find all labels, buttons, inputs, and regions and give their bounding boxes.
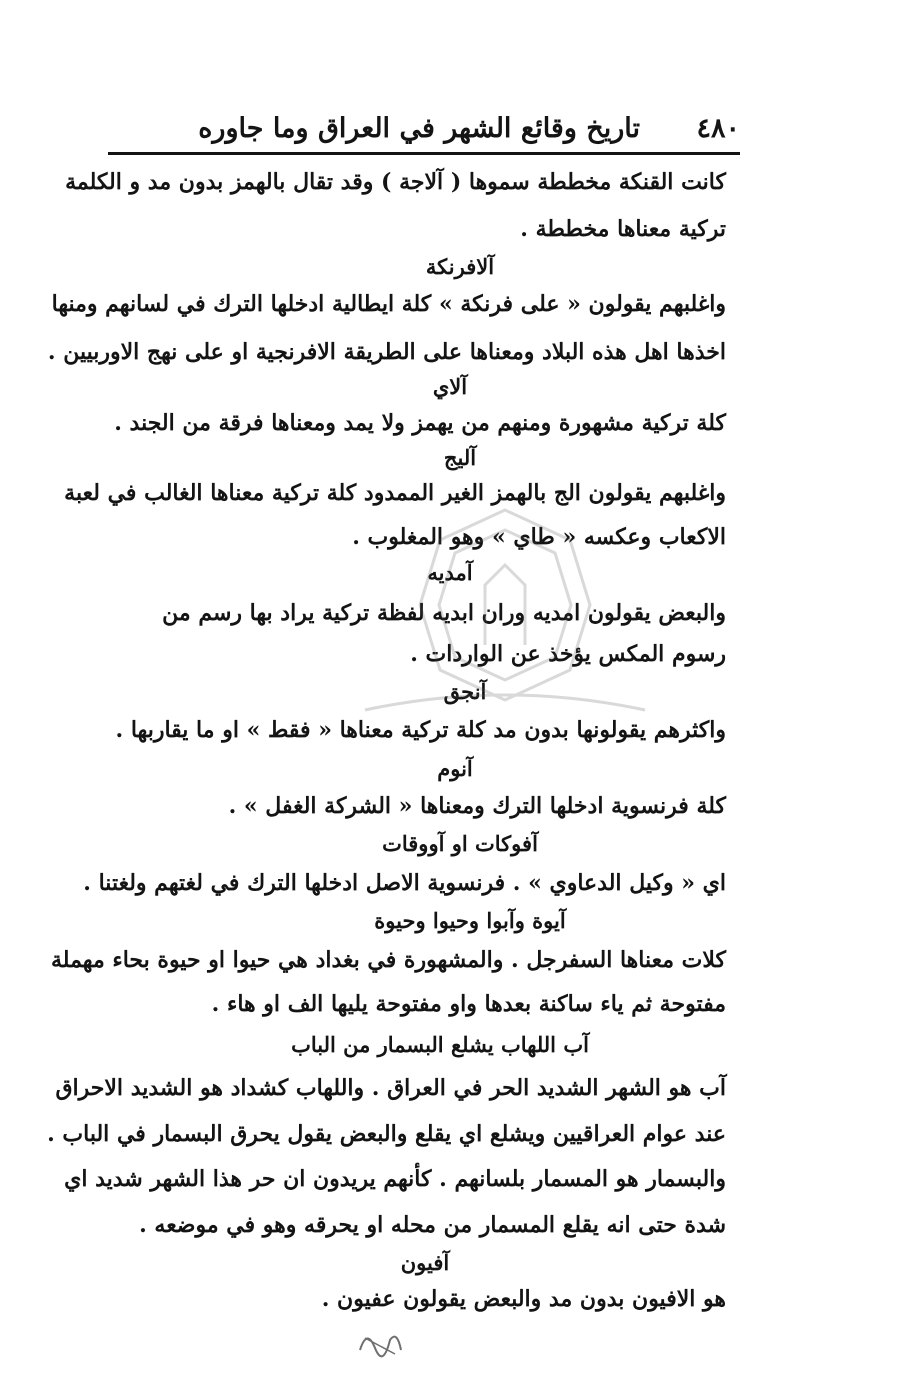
body-line: عند عوام العراقيين ويشلع اي يقلع والبعض يقول يحرق البسمار في الباب .: [47, 1121, 726, 1147]
header-rule: [108, 152, 740, 155]
body-line: تركية معناها مخططة .: [520, 216, 726, 242]
body-line: واكثرهم يقولونها بدون مد كلة تركية معناها « فقط » او ما يقاربها .: [115, 717, 726, 743]
body-line: هو الافيون بدون مد والبعض يقولون عفيون .: [321, 1286, 726, 1312]
body-line: اي « وكيل الدعاوي » . فرنسوية الاصل ادخلها الترك في لغتهم ولغتنا .: [83, 870, 726, 896]
body-line: واغلبهم يقولون الج بالهمز الغير الممدود كلة تركية معناها الغالب في لعبة: [64, 480, 726, 506]
body-line: آب هو الشهر الشديد الحر في العراق . واللهاب كشداد هو الشديد الاحراق: [55, 1075, 726, 1101]
entry-heading: آمديه: [427, 560, 473, 585]
body-line: كلة تركية مشهورة ومنهم من يهمز ولا يمد ومعناها فرقة من الجند .: [114, 410, 726, 436]
ink-mark-icon: [355, 1320, 405, 1360]
entry-heading: آنوم: [437, 756, 473, 781]
entry-heading: آلافرنكة: [425, 254, 495, 279]
body-line: كانت القنكة مخططة سموها ( آلاجة ) وقد تقال بالهمز بدون مد و الكلمة: [65, 169, 726, 195]
running-title: تاريخ وقائع الشهر في العراق وما جاوره: [198, 113, 640, 144]
entry-heading: آفوكات او آووقات: [382, 831, 538, 856]
body-line: واغلبهم يقولون « على فرنكة » كلة ايطالية ادخلها الترك في لسانهم ومنها: [51, 291, 726, 317]
entry-heading: آيوة وآبوا وحيوا وحيوة: [374, 908, 566, 933]
entry-heading: آليج: [443, 445, 477, 470]
body-line: كلة فرنسوية ادخلها الترك ومعناها « الشركة الغفل » .: [228, 793, 726, 819]
page-number: ٤٨٠: [696, 113, 740, 144]
body-line: رسوم المكس يؤخذ عن الواردات .: [410, 641, 726, 667]
body-line: اخذها اهل هذه البلاد ومعناها على الطريقة الافرنجية او على نهج الاوربيين .: [47, 339, 726, 365]
entry-heading: آنجق: [443, 679, 487, 704]
body-line: شدة حتى انه يقلع المسمار من محله او يحرقه وهو في موضعه .: [139, 1212, 726, 1238]
entry-heading: آلاي: [432, 374, 468, 399]
body-line: كلات معناها السفرجل . والمشهورة في بغداد هي حيوا او حيوة بحاء مهملة: [51, 947, 726, 973]
body-line: الاكعاب وعكسه « طاي » وهو المغلوب .: [352, 524, 726, 550]
body-line: والبعض يقولون امديه وران ابديه لفظة تركية يراد بها رسم من: [162, 600, 726, 626]
entry-heading: آفيون: [400, 1250, 450, 1275]
running-header: [110, 104, 740, 154]
entry-heading: آب اللهاب يشلع البسمار من الباب: [291, 1032, 589, 1057]
body-line: والبسمار هو المسمار بلسانهم . كأنهم يريدون ان حر هذا الشهر شديد اي: [64, 1166, 726, 1192]
body-line: مفتوحة ثم ياء ساكنة بعدها واو مفتوحة يليها الف او هاء .: [211, 991, 726, 1017]
